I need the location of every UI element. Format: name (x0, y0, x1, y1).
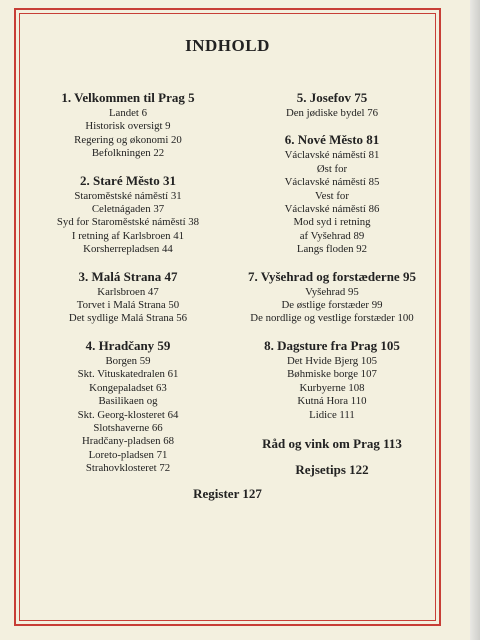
toc-section (226, 338, 438, 422)
toc-entry: Lidice 111 (309, 408, 355, 421)
toc-entry: Befolkningen 22 (91, 147, 165, 160)
section-heading: 3. Malá Strana 47 (78, 268, 178, 284)
section-heading: 2. Staré Město 31 (79, 172, 177, 188)
toc-entry: Celetnágaden 37 (91, 203, 165, 216)
toc-entry: Slotshaverne 66 (93, 421, 163, 434)
toc-entry: Kutná Hora 110 (297, 395, 367, 408)
toc-entry: Syd for Staroměstské náměstí 38 (56, 216, 200, 229)
toc-entry: Staroměstské náměstí 31 (74, 189, 182, 202)
toc-entry: Bøhmiske borge 107 (287, 368, 377, 381)
toc-section (226, 132, 438, 256)
toc-extra-heading: Rejsetips 122 (295, 461, 369, 477)
toc-entry: Kongepaladset 63 (89, 381, 167, 394)
toc-section (32, 173, 224, 257)
section-heading: 7. Vyšehrad og forstæderne 95 (248, 268, 416, 284)
toc-section (226, 90, 438, 120)
toc-entry: Václavské náměstí 85 (284, 176, 380, 189)
toc-entry: Det sydlige Malá Strana 56 (68, 312, 188, 325)
toc-entry: Kurbyerne 108 (299, 381, 365, 394)
section-heading: 4. Hradčany 59 (85, 337, 171, 353)
section-heading: 6. Nové Město 81 (284, 132, 380, 148)
toc-entry: Skt. Vituskatedralen 61 (77, 368, 179, 381)
toc-entry: Václavské náměstí 81 (284, 149, 380, 162)
toc-entry: Historisk oversigt 9 (85, 120, 171, 133)
section-heading: 5. Josefov 75 (296, 90, 368, 105)
toc-entry: Karlsbroen 47 (97, 285, 159, 298)
toc-section (32, 269, 224, 326)
toc-entry: Basilikaen og (98, 395, 158, 408)
toc-entry: Den jødiske bydel 76 (285, 107, 379, 119)
register-line: Register 127 (193, 486, 262, 501)
toc-entry: Torvet i Malá Strana 50 (76, 299, 180, 312)
toc-extra-heading: Råd og vink om Prag 113 (262, 435, 402, 451)
toc-entry: De nordlige og vestlige forstæder 100 (250, 312, 414, 325)
toc-entry: Landet 6 (108, 107, 148, 119)
toc-entry: Øst for (316, 162, 348, 175)
toc-entry: af Vyšehrad 89 (299, 229, 365, 242)
toc-entry: Regering og økonomi 20 (74, 133, 182, 146)
page-edge (470, 0, 480, 640)
toc-entry: I retning af Karlsbroen 41 (71, 229, 185, 242)
toc-entry: De østlige forstæder 99 (281, 299, 383, 312)
section-heading: 1. Velkommen til Prag 5 (61, 90, 195, 105)
toc-entry: Langs floden 92 (296, 243, 368, 256)
toc-entry: Hradčany-pladsen 68 (81, 435, 175, 448)
toc-entry: Det Hvide Bjerg 105 (286, 354, 378, 367)
toc-entry: Vest for (315, 189, 349, 202)
toc-entry: Korsherrepladsen 44 (83, 243, 173, 256)
toc-section (32, 338, 224, 476)
toc-section (32, 90, 224, 161)
toc-entry: Strahovklosteret 72 (85, 462, 171, 475)
page-title: INDHOLD (185, 36, 270, 55)
toc-section (226, 269, 438, 326)
toc-entry: Mod syd i retning (293, 216, 371, 229)
toc-entry: Borgen 59 (105, 354, 151, 367)
toc-right-column (226, 90, 438, 478)
toc-entry: Václavské náměstí 86 (284, 203, 380, 216)
section-heading: 8. Dagsture fra Prag 105 (264, 337, 400, 353)
toc-entry: Loreto-pladsen 71 (88, 448, 168, 461)
toc-left-column (32, 90, 224, 476)
toc-entry: Vyšehrad 95 (305, 285, 359, 298)
toc-entry: Skt. Georg-klosteret 64 (77, 408, 179, 421)
